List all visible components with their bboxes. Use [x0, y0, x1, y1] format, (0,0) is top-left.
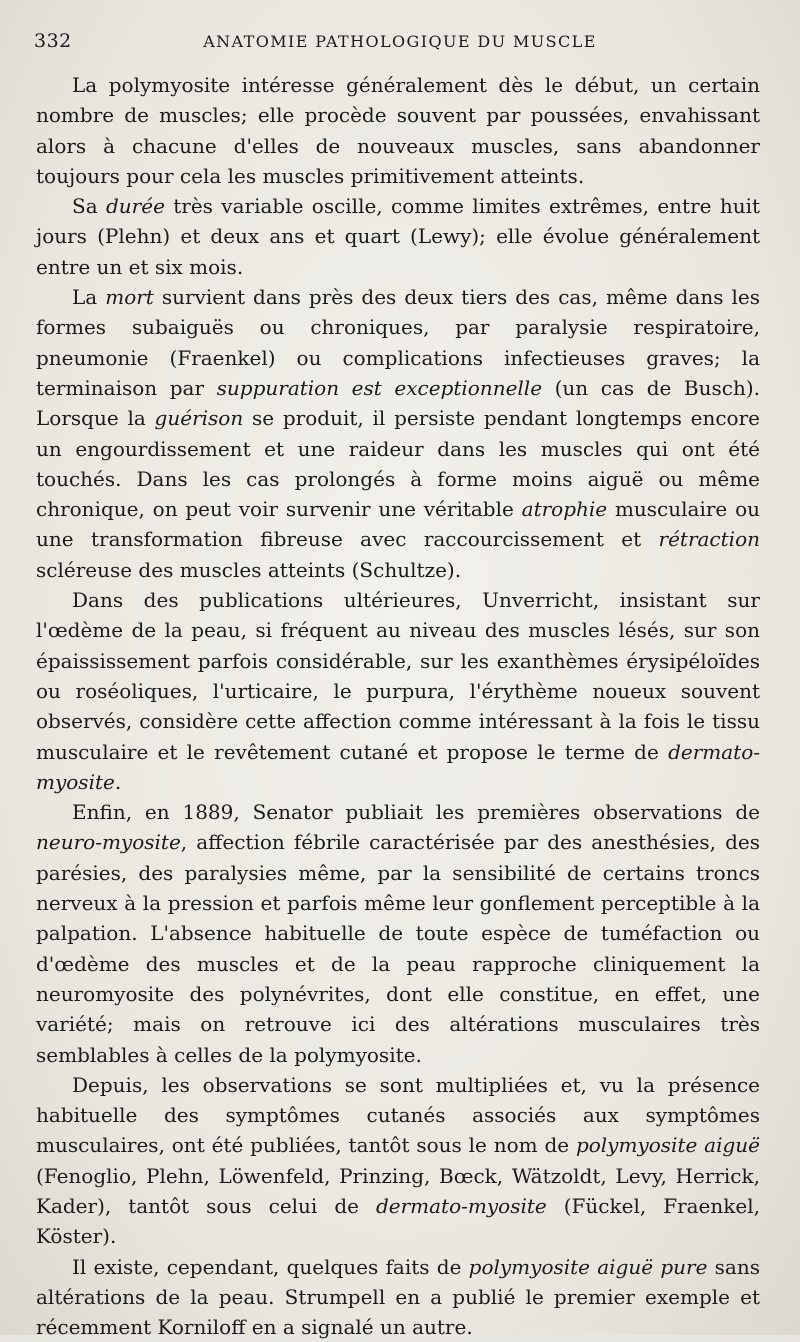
- text-run: (Fenoglio, Plehn, Löwenfeld, Prinzing, Bœck, Wätzoldt, Levy, Herrick, Kader), tantôt sous celui de: [36, 1163, 760, 1218]
- italic-term: rétraction: [658, 527, 760, 552]
- italic-term: neuro-myosite: [36, 830, 181, 855]
- italic-term: durée: [105, 194, 165, 219]
- italic-term: guérison: [154, 406, 244, 431]
- text-run: La: [72, 285, 106, 310]
- paragraph-3: [36, 282, 760, 585]
- text-run: très variable oscille, comme limites extrêmes, entre huit jours (Plehn) et deux ans et quart (Lewy); elle évolue généralement entre un et six mois.: [36, 194, 761, 279]
- text-run: .: [114, 769, 122, 794]
- paragraph-4: [36, 585, 760, 797]
- paragraph-7: [36, 1252, 760, 1342]
- text-run: musculaire ou une transformation fibreuse avec raccourcissement et: [36, 497, 760, 552]
- page-header: [34, 30, 766, 54]
- text-run: Il existe, cependant, quelques faits de: [72, 1254, 469, 1279]
- paragraph-6: [36, 1070, 760, 1252]
- text-run: La polymyosite intéresse généralement dès le début, un certain nombre de muscles; elle procède souvent par poussées, envahissant alors à chacune d'elles de nouveaux muscles, sans abandonner toujours pour cela les muscles primitivement atteints.: [36, 73, 760, 188]
- text-run: survient dans près des deux tiers des cas, même dans les formes subaiguës ou chroniques, par paralysie respiratoire, pneumonie (Fraenkel) ou complications infectieuses graves; la terminaison par: [36, 285, 760, 400]
- text-run: Sa: [72, 194, 106, 219]
- text-run: (un cas de Busch). Lorsque la: [36, 375, 761, 431]
- text-run: scléreuse des muscles atteints (Schultze).: [36, 557, 462, 582]
- italic-term: dermato-myosite: [36, 739, 760, 794]
- italic-term: suppuration est exceptionnelle: [216, 375, 543, 400]
- italic-term: dermato-myosite: [375, 1193, 547, 1218]
- text-run: Dans des publications ultérieures, Unverricht, insistant sur l'œdème de la peau, si fréquent au niveau des muscles lésés, sur son épaississement parfois considérable, sur les exanthèmes érysipéloïdes ou roséoliques, l'urticaire, le purpura, l'érythème noueux souvent observés, considère cette affection comme intéressant à la fois le tissu musculaire et le revêtement cutané et propose le terme de: [36, 588, 760, 764]
- italic-term: polymyosite aiguë pure: [468, 1254, 708, 1279]
- text-run: , affection fébrile caractérisée par des anesthésies, des parésies, des paralysies même, par la sensibilité de certains troncs nerveux à la pression et parfois même leur gonflement perceptible à la palpation. L'absence habituelle de toute espèce de tuméfaction ou d'œdème des muscles et de la peau rapproche cliniquement la neuromyosite des polynévrites, dont elle constitue, en effet, une variété; mais on retrouve ici des altérations musculaires très semblables à celles de la polymyosite.: [36, 830, 760, 1067]
- paragraph-1: [36, 70, 760, 191]
- italic-term: mort: [105, 285, 154, 310]
- running-title: ANATOMIE PATHOLOGIQUE DU MUSCLE: [203, 32, 597, 51]
- text-run: Depuis, les observations se sont multipliées et, vu la présence habituelle des symptômes cutanés associés aux symptômes musculaires, ont été publiées, tantôt sous le nom de: [36, 1072, 760, 1158]
- italic-term: polymyosite aiguë: [575, 1133, 760, 1158]
- text-run: sans altérations de la peau. Strumpell en a publié le premier exemple et récemment Korniloff en a signalé un autre.: [36, 1254, 760, 1340]
- paragraph-5: [36, 797, 760, 1070]
- text-run: (Fückel, Fraenkel, Köster).: [36, 1193, 760, 1249]
- page-number: 332: [34, 30, 72, 52]
- italic-term: atrophie: [521, 497, 608, 522]
- paragraph-2: [36, 191, 760, 282]
- text-run: se produit, il persiste pendant longtemps encore un engourdissement et une raideur dans les muscles qui ont été touchés. Dans les cas prolongés à forme moins aiguë ou même chronique, on peut voir survenir une véritable: [36, 406, 760, 522]
- page-body: [36, 70, 760, 1342]
- text-run: Enfin, en 1889, Senator publiait les premières observations de: [72, 800, 760, 825]
